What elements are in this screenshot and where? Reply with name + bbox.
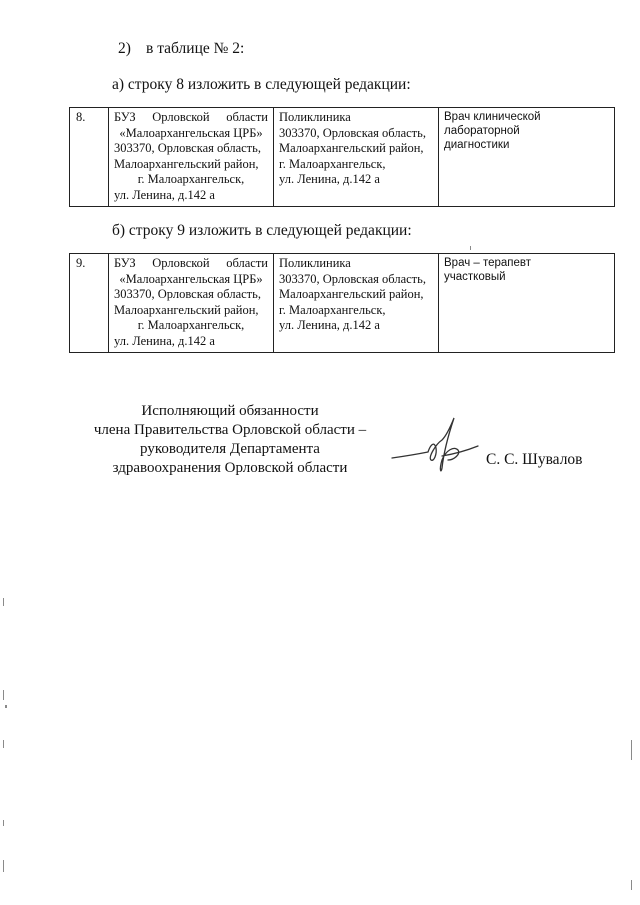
org-line: 303370, Орловская область, [114, 287, 261, 301]
position-line: лабораторной [444, 125, 520, 137]
scan-mark [631, 880, 632, 890]
heading-text: в таблице № 2: [146, 40, 245, 57]
unit-cell [274, 108, 439, 207]
unit-line: г. Малоархангельск, [279, 156, 386, 171]
org-line: БУЗ Орловской области [114, 256, 268, 270]
signatory-title-line: члена Правительства Орловской области – [93, 422, 367, 438]
signatory-title-line: руководителя Департамента [140, 441, 320, 457]
unit-line: г. Малоархангельск, [279, 302, 386, 317]
org-line: «Малоархангельская ЦРБ» [119, 271, 263, 286]
signatory-title-line: Исполняющий обязанности [141, 403, 319, 419]
signatory-title [70, 402, 390, 478]
unit-line: ул. Ленина, д.142 а [279, 318, 380, 332]
heading-number: 2) [118, 40, 131, 57]
org-line: 303370, Орловская область, [114, 141, 261, 155]
handwritten-signature [384, 410, 484, 480]
unit-cell [274, 254, 439, 353]
position-line: Врач – терапевт [444, 257, 532, 269]
scan-mark [3, 740, 4, 748]
scan-mark [3, 598, 4, 606]
org-line: БУЗ Орловской области [114, 110, 268, 124]
position-line: Врач клинической [444, 111, 541, 123]
org-line: «Малоархангельская ЦРБ» [119, 125, 263, 140]
position-cell [439, 254, 615, 353]
position-line: диагностики [444, 139, 510, 151]
unit-line: 303370, Орловская область, [279, 125, 426, 140]
unit-line: Поликлиника [279, 110, 351, 124]
org-line: г. Малоархангельск, [137, 318, 245, 332]
section-b-intro: б) строку 9 изложить в следующей редакции: [112, 222, 412, 239]
unit-line: Малоархангельский район, [279, 141, 424, 155]
table-row-9 [69, 253, 615, 353]
row-number-cell: 9. [70, 254, 109, 353]
signatory-name: С. С. Шувалов [486, 451, 583, 468]
org-line: ул. Ленина, д.142 а [114, 187, 215, 202]
position-cell [439, 108, 615, 207]
position-line: участковый [444, 271, 506, 283]
org-line: Малоархангельский район, [114, 302, 259, 317]
unit-line: ул. Ленина, д.142 а [279, 172, 380, 186]
section-a-intro: а) строку 8 изложить в следующей редакции: [112, 76, 411, 93]
scan-mark [631, 740, 632, 760]
org-line: г. Малоархангельск, [137, 172, 245, 186]
org-line: ул. Ленина, д.142 а [114, 333, 215, 348]
unit-line: Поликлиника [279, 256, 351, 270]
unit-line: Малоархангельский район, [279, 287, 424, 301]
organization-cell [109, 254, 274, 353]
table-row-8 [69, 107, 615, 207]
signatory-title-line: здравоохранения Орловской области [112, 460, 348, 476]
scan-mark [470, 246, 471, 250]
scan-mark [3, 690, 4, 700]
row-number-cell: 8. [70, 108, 109, 207]
unit-line: 303370, Орловская область, [279, 271, 426, 286]
organization-cell [109, 108, 274, 207]
scan-mark [3, 860, 4, 872]
scan-mark [3, 820, 4, 826]
scan-mark [5, 705, 7, 708]
org-line: Малоархангельский район, [114, 156, 259, 171]
